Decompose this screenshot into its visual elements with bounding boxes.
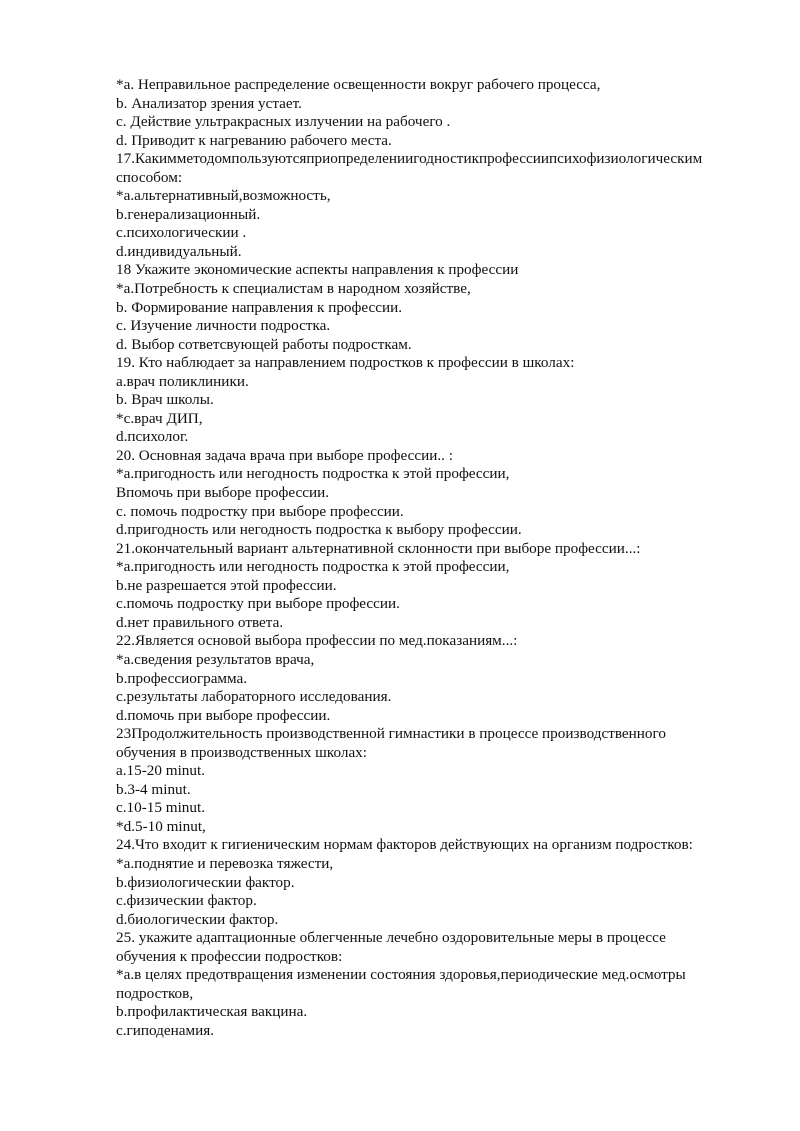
text-line: способом:: [116, 168, 183, 186]
text-line: b.профессиограмма.: [116, 669, 248, 687]
text-line: 18 Укажите экономические аспекты направления к профессии: [116, 261, 519, 279]
text-line: c.результаты лабораторного исследования.: [116, 688, 392, 706]
text-line: c.физическии фактор.: [116, 892, 257, 910]
text-line: b.физиологическии фактор.: [116, 873, 295, 891]
text-line: c.гиподенамия.: [116, 1021, 215, 1039]
text-line: *a. Неправильное распределение освещенности вокруг рабочего процесса,: [116, 76, 601, 93]
text-line: подростков,: [116, 984, 194, 1002]
text-line: a.15-20 minut.: [116, 762, 206, 780]
text-line: *a.пригодность или негодность подростка к этой профессии,: [116, 465, 510, 483]
text-line: 24.Что входит к гигиеническим нормам факторов действующих на организм подростков:: [116, 836, 693, 854]
text-line: 21.окончательный вариант альтернативной склонности при выборе профессии...:: [116, 539, 641, 557]
text-line: d.биологическии фактор.: [116, 910, 279, 928]
text-line: d. Приводит к нагреванию рабочего места.: [116, 131, 392, 149]
text-line: 17.Какимметодомпользуютсяприопределениигодностикпрофессиипсихофизиологическим: [116, 150, 703, 168]
text-line: d.индивидуальный.: [116, 242, 242, 260]
text-line: d.психолог.: [116, 428, 189, 446]
text-line: Впомочь при выборе профессии.: [116, 484, 330, 502]
text-line: *c.врач ДИП,: [116, 409, 203, 427]
text-line: c.психологическии .: [116, 224, 247, 242]
text-line: *a.альтернативный,возможность,: [116, 187, 331, 205]
text-line: *a.поднятие и перевозка тяжести,: [116, 854, 334, 872]
text-line: d.нет правильного ответа.: [116, 613, 284, 631]
text-line: b. Врач школы.: [116, 391, 214, 409]
text-line: b.не разрешается этой профессии.: [116, 576, 337, 594]
text-line: *a.в целях предотвращения изменении состояния здоровья,периодические мед.осмотры: [116, 966, 686, 984]
text-line: *a.пригодность или негодность подростка к этой профессии,: [116, 558, 510, 576]
text-line: 19. Кто наблюдает за направлением подростков к профессии в школах:: [116, 354, 575, 372]
text-line: d. Выбор сответсвующей работы подросткам.: [116, 335, 412, 353]
text-line: *a.Потребность к специалистам в народном хозяйстве,: [116, 280, 471, 298]
text-line: d.пригодность или негодность подростка к выбору профессии.: [116, 521, 522, 539]
text-line: b. Анализатор зрения устает.: [116, 94, 302, 112]
text-line: 23Продолжительность производственной гимнастики в процессе производственного: [116, 725, 666, 743]
text-line: b.генерализационный.: [116, 205, 261, 223]
text-line: a.врач поликлиники.: [116, 372, 249, 390]
text-line: c. Изучение личности подростка.: [116, 317, 331, 335]
text-line: *a.сведения результатов врача,: [116, 650, 315, 668]
text-line: *d.5-10 minut,: [116, 817, 206, 835]
text-line: 20. Основная задача врача при выборе профессии.. :: [116, 446, 453, 464]
text-line: b.профилактическая вакцина.: [116, 1003, 308, 1021]
text-line: c.помочь подростку при выборе профессии.: [116, 595, 400, 613]
text-line: обучения к профессии подростков:: [116, 947, 343, 965]
text-line: 22.Является основой выбора профессии по мед.показаниям...:: [116, 632, 518, 650]
text-line: c. Действие ультракрасных излучении на рабочего .: [116, 113, 451, 131]
text-line: обучения в производственных школах:: [116, 743, 367, 761]
text-line: c. помочь подростку при выборе профессии.: [116, 502, 404, 520]
text-line: 25. укажите адаптационные облегченные лечебно оздоровительные меры в процессе: [116, 929, 666, 947]
text-line: c.10-15 minut.: [116, 799, 206, 817]
text-line: b. Формирование направления к профессии.: [116, 298, 403, 316]
text-line: b.3-4 minut.: [116, 780, 191, 798]
document-page: [116, 76, 776, 1040]
text-line: d.помочь при выборе профессии.: [116, 706, 331, 724]
